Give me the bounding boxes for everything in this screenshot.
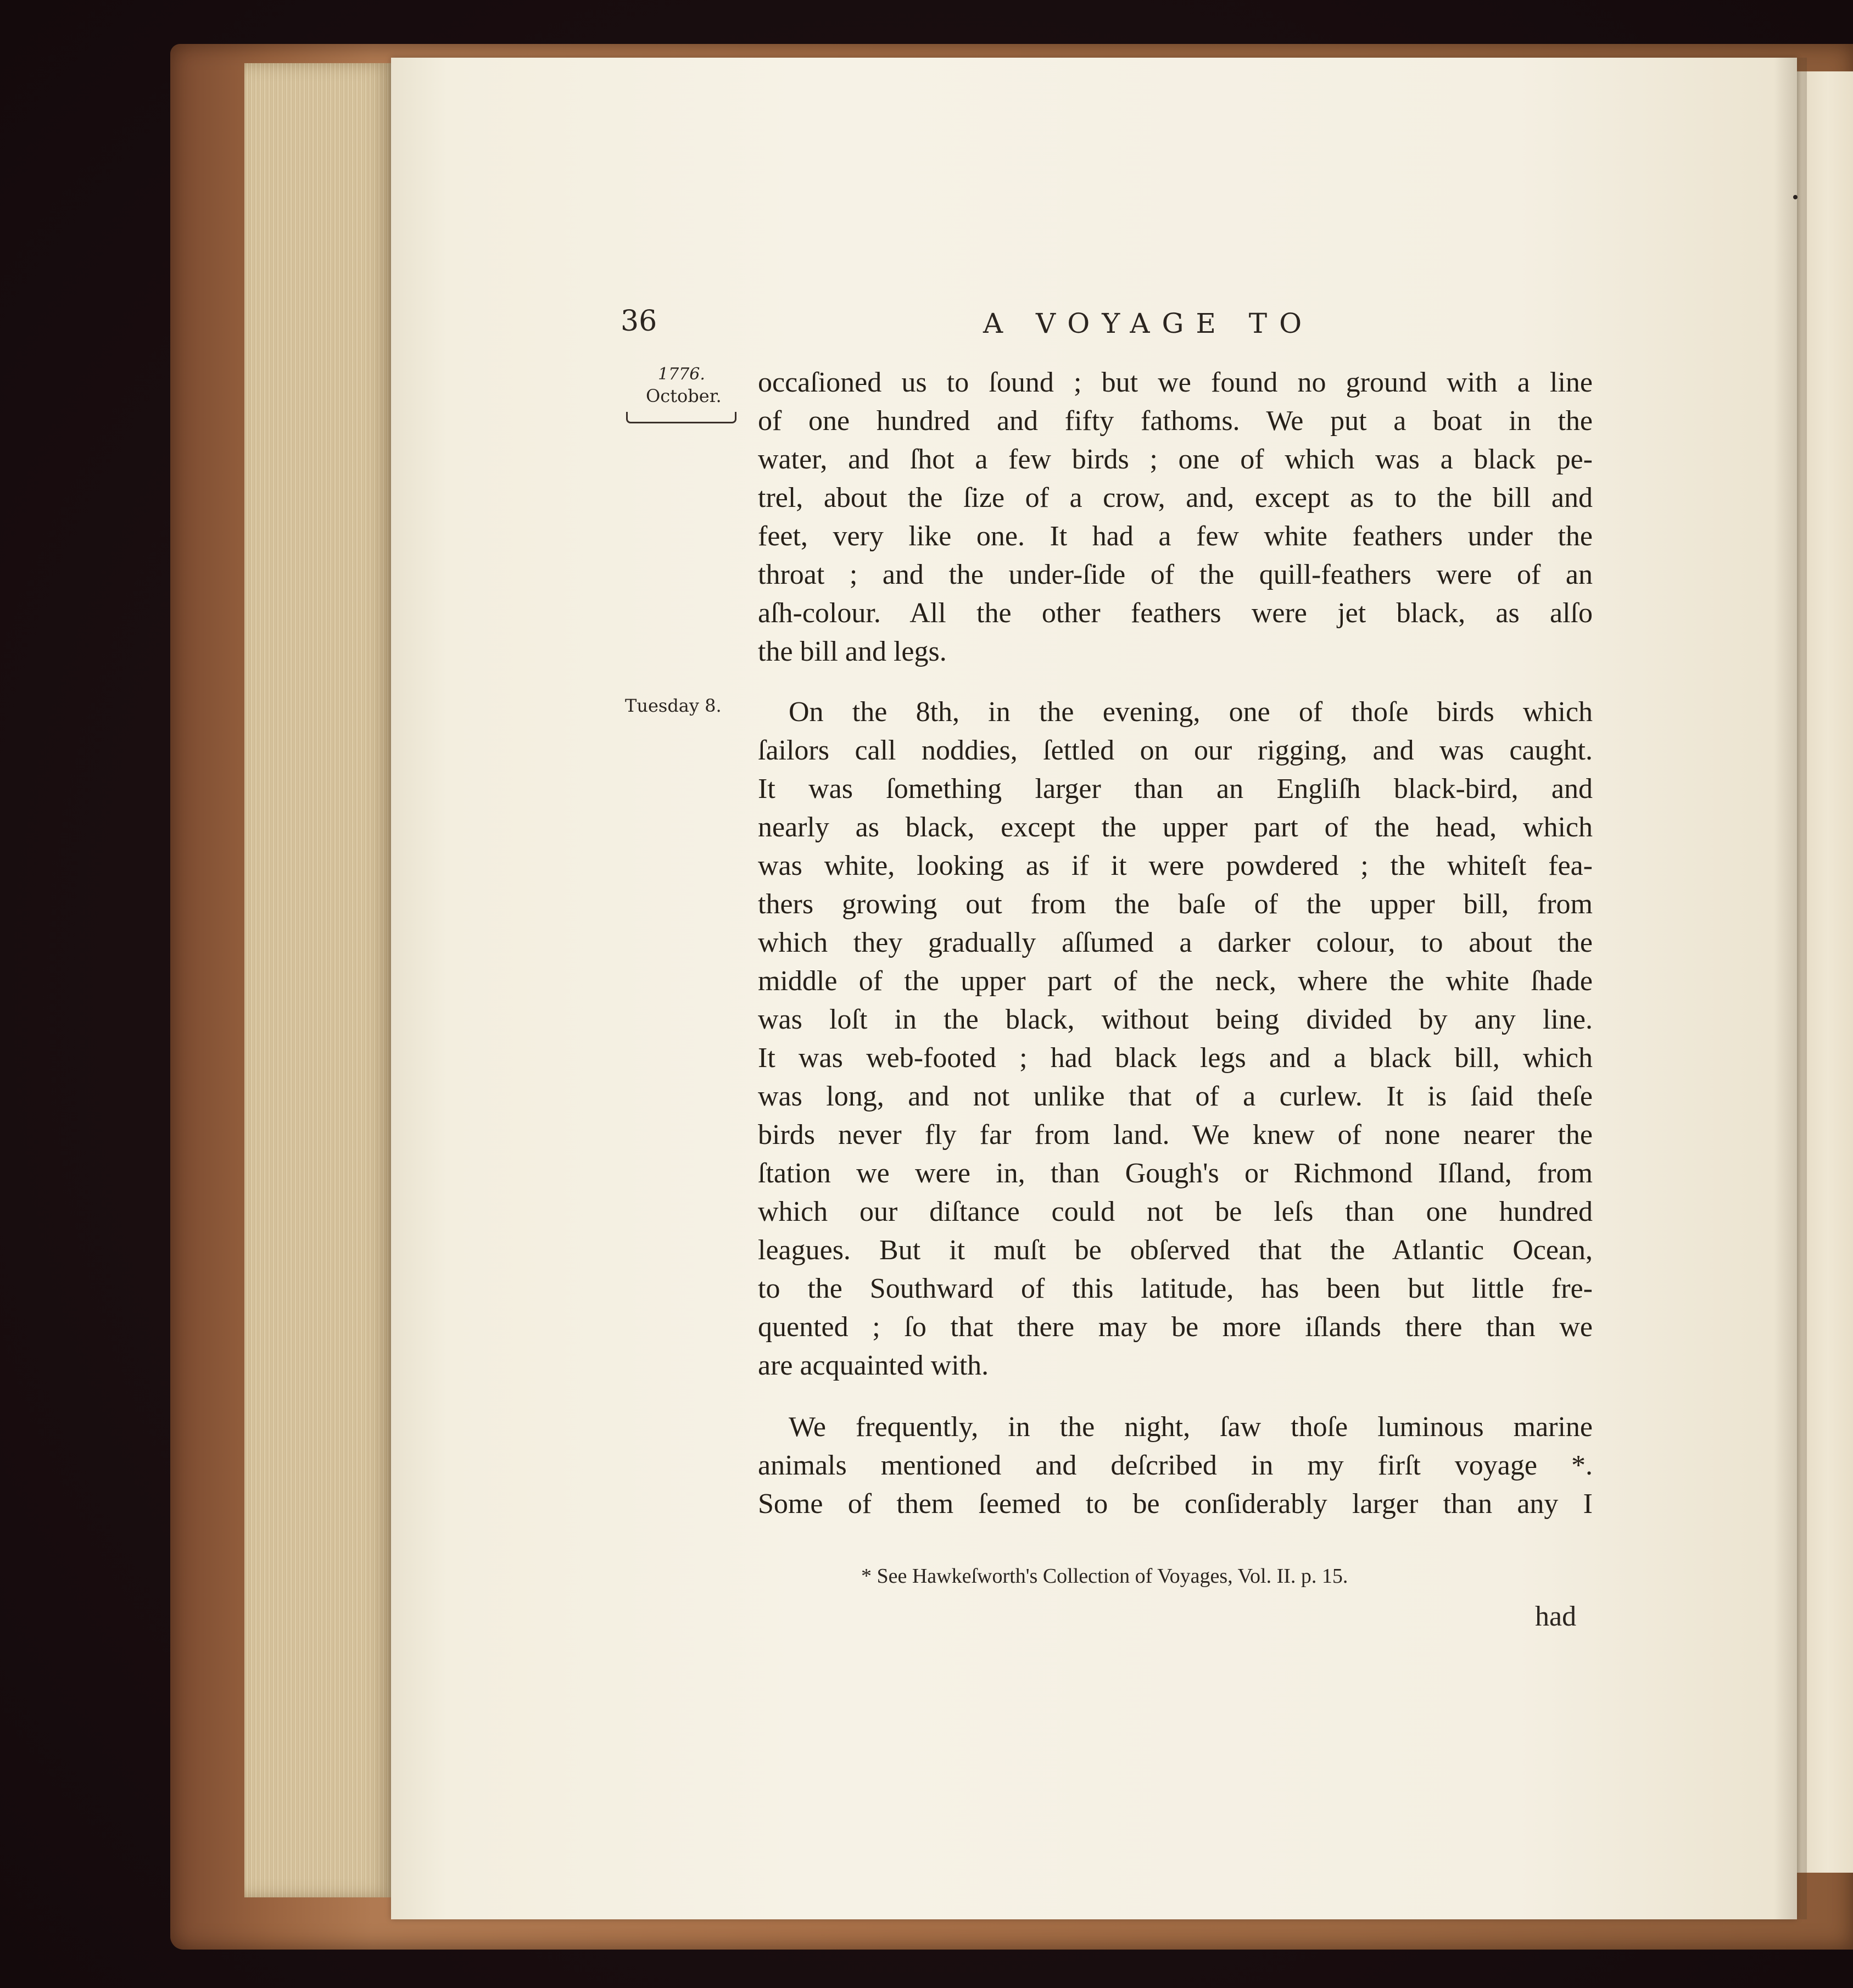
text-line: birds never fly far from land. We knew of none nearer the xyxy=(758,1119,1593,1151)
text-line: to the Southward of this latitude, has been but little fre- xyxy=(758,1273,1593,1304)
text-line: was long, and not unlike that of a curlew. It is ſaid theſe xyxy=(758,1081,1593,1112)
paragraph-3 xyxy=(758,1408,1593,1523)
text-line: leagues. But it muſt be obſerved that the Atlantic Ocean, xyxy=(758,1235,1593,1266)
margin-year: 1776. xyxy=(658,365,705,384)
text-line: animals mentioned and deſcribed in my firſt voyage *. xyxy=(758,1450,1593,1481)
text-line: which our diſtance could not be leſs than one hundred xyxy=(758,1196,1593,1227)
text-line: was white, looking as if it were powdered ; the whiteſt fea- xyxy=(758,850,1593,881)
footnote: * See Hawkeſworth's Collection of Voyages, Vol. II. p. 15. xyxy=(861,1565,1348,1588)
paragraph-1 xyxy=(758,364,1593,671)
text-line: of one hundred and fifty fathoms. We put a boat in the xyxy=(758,405,1593,437)
text-line: We frequently, in the night, ſaw thoſe luminous marine xyxy=(789,1411,1593,1443)
margin-month: October. xyxy=(646,386,722,406)
text-line: the bill and legs. xyxy=(758,636,947,667)
paragraph-2 xyxy=(758,693,1593,1385)
text-line: thers growing out from the baſe of the upper bill, from xyxy=(758,889,1593,920)
text-line: ſtation we were in, than Gough's or Richmond Iſland, from xyxy=(758,1158,1593,1189)
text-line: which they gradually aſſumed a darker colour, to about the xyxy=(758,927,1593,958)
text-line: aſh-colour. All the other feathers were jet black, as alſo xyxy=(758,597,1593,629)
text-line: It was web-footed ; had black legs and a black bill, which xyxy=(758,1042,1593,1074)
text-line: water, and ſhot a few birds ; one of which was a black pe- xyxy=(758,444,1593,475)
text-line: Some of them ſeemed to be conſiderably larger than any I xyxy=(758,1488,1593,1520)
page-speck xyxy=(1793,195,1798,199)
gutter-shadow xyxy=(1774,58,1807,1919)
margin-day: Tuesday 8. xyxy=(625,695,722,716)
text-line: nearly as black, except the upper part of the head, which xyxy=(758,812,1593,843)
text-line: ſailors call noddies, ſettled on our rigging, and was caught. xyxy=(758,735,1593,766)
text-line: On the 8th, in the evening, one of thoſe birds which xyxy=(789,696,1593,728)
running-head: A VOYAGE TO xyxy=(983,308,1314,339)
text-line: feet, very like one. It had a few white feathers under the xyxy=(758,521,1593,552)
text-line: was loſt in the black, without being divided by any line. xyxy=(758,1004,1593,1035)
catchword: had xyxy=(1535,1601,1577,1632)
text-line: throat ; and the under-ſide of the quill-feathers were of an xyxy=(758,559,1593,590)
page-edges xyxy=(244,63,393,1897)
text-line: are acquainted with. xyxy=(758,1350,989,1381)
text-line: trel, about the ſize of a crow, and, except as to the bill and xyxy=(758,482,1593,513)
page-number: 36 xyxy=(621,305,657,338)
text-line: occaſioned us to ſound ; but we found no ground with a line xyxy=(758,367,1593,398)
text-line: quented ; ſo that there may be more iſlands there than we xyxy=(758,1311,1593,1343)
text-line: It was ſomething larger than an Engliſh black-bird, and xyxy=(758,773,1593,805)
text-line: middle of the upper part of the neck, where the white ſhade xyxy=(758,965,1593,997)
margin-brace xyxy=(626,412,736,423)
